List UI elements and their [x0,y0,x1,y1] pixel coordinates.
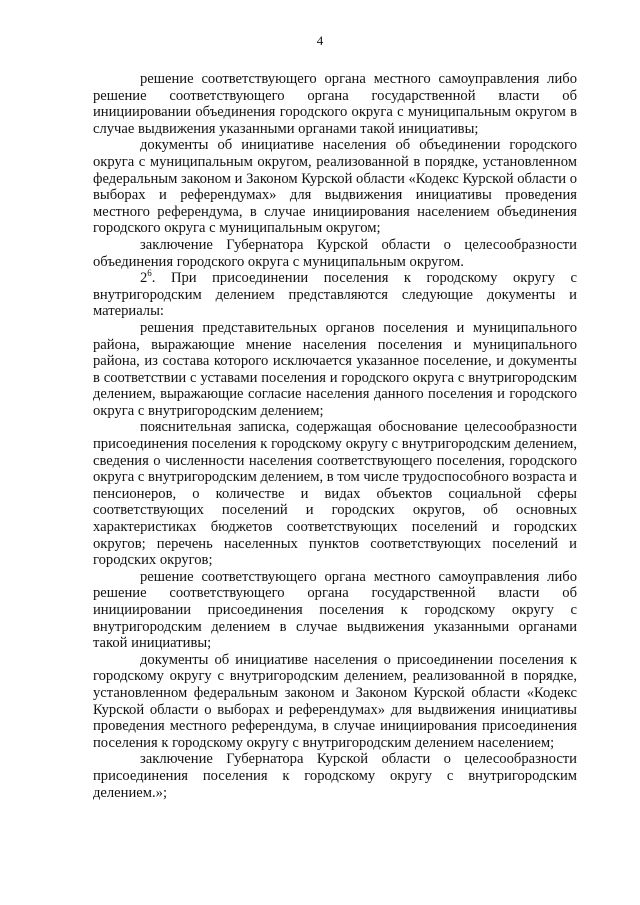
paragraph: решения представительных органов поселения и муниципального района, выражающие мнение населения поселения и муниципального района, из состава которого исключается указанное поселение, и документы в соответствии с уставами поселения и городского округа с внутригородским делением, выражающие согласие населения данного поселения и городского округа с внутригородским делением; [93,319,577,419]
paragraph-numbered [93,270,577,320]
paragraph: решение соответствующего органа местного самоуправления либо решение соответствующего органа государственной власти об инициировании присоединения поселения к городскому округу с внутригородским делением в случае выдвижения указанными органами такой инициативы; [93,568,577,652]
paragraph: заключение Губернатора Курской области о целесообразности объединения городского округа с муниципальным округом. [93,236,577,270]
paragraph-text: . При присоединении поселения к городскому округу с внутригородским делением представляются следующие документы и материалы: [93,270,577,320]
paragraph: решение соответствующего органа местного самоуправления либо решение соответствующего органа государственной власти об инициировании объединения городского округа с муниципальным округом в случае выдвижения указанными органами такой инициативы; [93,71,577,137]
paragraph: документы об инициативе населения о присоединении поселения к городскому округу с внутригородским делением, реализованной в порядке, установленном федеральным законом и Законом Курской области «Кодекс Курской области о выборах и референдумах» для выдвижения инициативы проведения местного референдума, в случае инициирования присоединения поселения к городскому округу с внутригородским делением населением; [93,651,577,751]
paragraph-number: 2 [140,270,148,287]
page-number: 4 [316,33,324,48]
document-body [93,71,577,801]
paragraph: документы об инициативе населения об объединении городского округа с муниципальным округом, реализованной в порядке, установленном федеральным законом и Законом Курской области «Кодекс Курской области о выборах и референдумах» для выдвижения инициативы проведения местного референдума, в случае инициирования населением объединения городского округа с муниципальным округом; [93,137,577,237]
paragraph-number-superscript: 6 [147,268,152,279]
paragraph: пояснительная записка, содержащая обоснование целесообразности присоединения поселения к городскому округу с внутригородским делением, сведения о численности населения соответствующего поселения, городского округа с внутригородским делением, в том числе трудоспособного возраста и пенсионеров, о количестве и видах объектов социальной сферы соответствующих поселений и городских округов, об основных характеристиках бюджетов соответствующих поселений и городских округов; перечень населенных пунктов соответствующих поселений и городских округов; [93,419,577,569]
paragraph: заключение Губернатора Курской области о целесообразности присоединения поселения к городскому округу с внутригородским делением.»; [93,751,577,801]
